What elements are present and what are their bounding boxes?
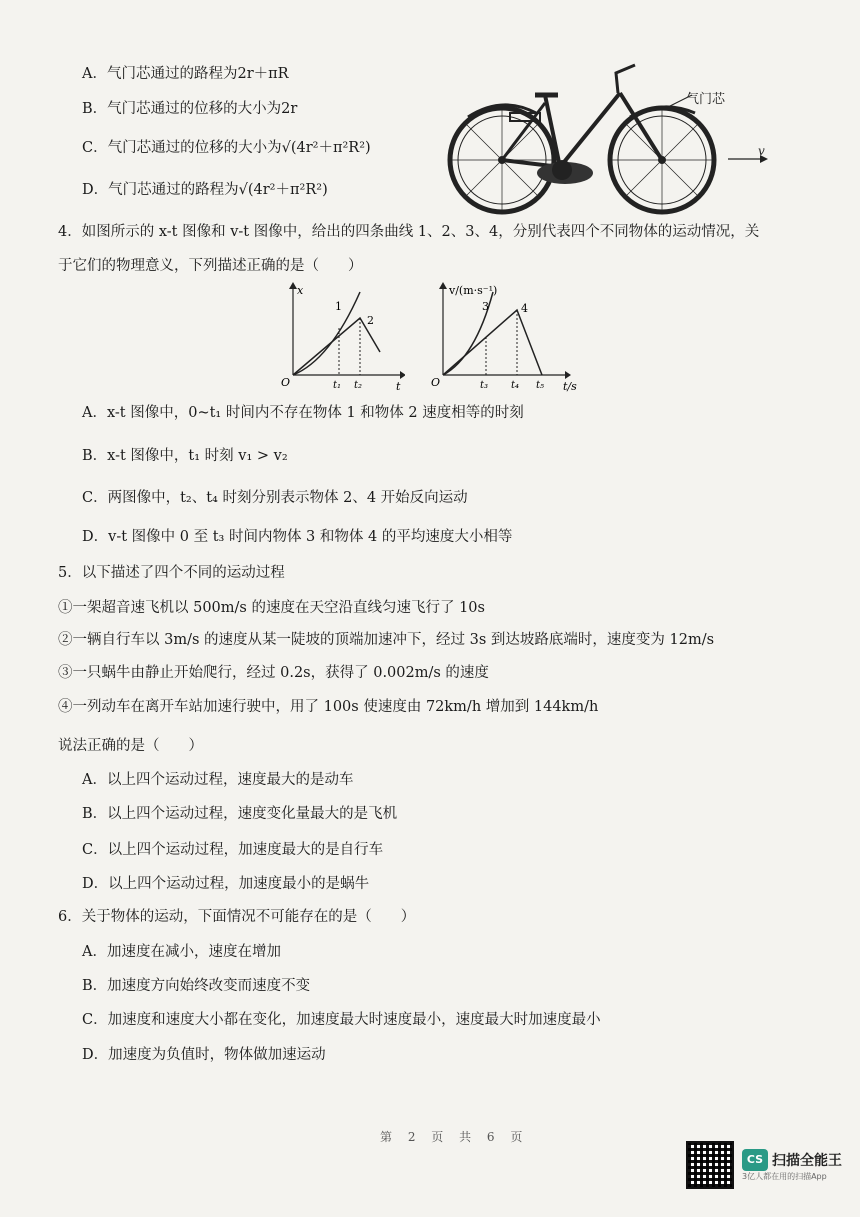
xt-origin-label: O (281, 376, 291, 389)
vt-curve-3-label: 3 (482, 300, 489, 313)
q5-option-a: A．以上四个运动过程，速度最大的是动车 (82, 772, 354, 788)
q5-option-b: B．以上四个运动过程，速度变化量最大的是飞机 (82, 806, 398, 822)
scanner-name: 扫描全能王 (772, 1152, 842, 1169)
q4-option-d: D．v-t 图像中 0 至 t₃ 时间内物体 3 和物体 4 的平均速度大小相等 (82, 529, 513, 545)
q4-stem-line2: 于它们的物理意义，下列描述正确的是（ ） (58, 258, 363, 274)
vt-origin-label: O (431, 376, 441, 389)
vt-x-axis-label: t/s (563, 380, 577, 393)
bicycle-illustration (440, 55, 780, 215)
bleed-through-text (480, 760, 492, 777)
q5-option-c: C．以上四个运动过程，加速度最大的是自行车 (82, 842, 384, 858)
vt-tick-t4: t₄ (511, 380, 520, 391)
velocity-label: v (758, 144, 765, 158)
page-footer: 第 2 页 共 6 页 (380, 1130, 529, 1144)
q6-option-a: A．加速度在减小，速度在增加 (82, 944, 281, 960)
valve-core-label: 气门芯 (686, 92, 726, 107)
q3-option-d: D．气门芯通过的路程为√(4r²＋π²R²) (82, 182, 328, 198)
q5-item-1: ①一架超音速飞机以 500m/s 的速度在天空沿直线匀速飞行了 10s (58, 600, 485, 616)
xt-x-axis-label: t (396, 380, 401, 393)
q4-option-c: C．两图像中，t₂、t₄ 时刻分别表示物体 2、4 开始反向运动 (82, 490, 468, 506)
q4-option-a: A．x-t 图像中，0~t₁ 时间内不存在物体 1 和物体 2 速度相等的时刻 (82, 405, 524, 421)
xt-curve-1-label: 1 (335, 300, 342, 313)
vt-tick-t3: t₃ (480, 380, 489, 391)
q3-option-c: C．气门芯通过的位移的大小为√(4r²＋π²R²) (82, 140, 371, 156)
q6-option-d: D．加速度为负值时，物体做加速运动 (82, 1047, 326, 1063)
vt-curve-4 (443, 310, 542, 375)
vt-tick-t5: t₅ (536, 380, 545, 391)
q5-item-3: ③一只蜗牛由静止开始爬行，经过 0.2s，获得了 0.002m/s 的速度 (58, 665, 489, 681)
vt-curve-4-label: 4 (521, 302, 528, 315)
q3-option-b: B．气门芯通过的位移的大小为2r (82, 101, 298, 117)
xt-tick-t1: t₁ (333, 380, 342, 391)
q5-prompt: 说法正确的是（ ） (58, 738, 203, 754)
q5-stem: 5．以下描述了四个不同的运动过程 (58, 565, 285, 581)
vt-graph (425, 280, 595, 395)
q4-option-b: B．x-t 图像中，t₁ 时刻 v₁ > v₂ (82, 448, 288, 464)
q5-option-d: D．以上四个运动过程，加速度最小的是蜗牛 (82, 876, 370, 892)
xt-graph (275, 280, 405, 395)
xt-tick-t2: t₂ (354, 380, 363, 391)
q5-item-2: ②一辆自行车以 3m/s 的速度从某一陡坡的顶端加速冲下，经过 3s 到达坡路底端时，速度变为 12m/s (58, 632, 715, 648)
qr-code-icon (686, 1141, 734, 1189)
xt-curve-1 (293, 292, 360, 375)
q5-item-4: ④一列动车在离开车站加速行驶中，用了 100s 使速度由 72km/h 增加到 144km/h (58, 699, 599, 715)
scanner-tagline: 3亿人都在用的扫描App (742, 1171, 827, 1181)
q4-stem-line1: 4．如图所示的 x-t 图像和 v-t 图像中，给出的四条曲线 1、2、3、4，分别代表四个不同物体的运动情况，关 (58, 224, 760, 240)
q6-stem: 6．关于物体的运动，下面情况不可能存在的是（ ） (58, 909, 416, 925)
q3-option-a: A．气门芯通过的路程为2r＋πR (82, 66, 289, 82)
q6-option-c: C．加速度和速度大小都在变化，加速度最大时速度最小，速度最大时加速度最小 (82, 1012, 601, 1028)
xt-curve-2-label: 2 (367, 314, 374, 327)
q6-option-b: B．加速度方向始终改变而速度不变 (82, 978, 311, 994)
xt-y-axis-label: x (297, 284, 304, 297)
vt-y-axis-label: v/(m·s⁻¹) (449, 284, 498, 297)
scanner-watermark (686, 1141, 842, 1189)
cs-logo-icon: CS (742, 1149, 768, 1171)
